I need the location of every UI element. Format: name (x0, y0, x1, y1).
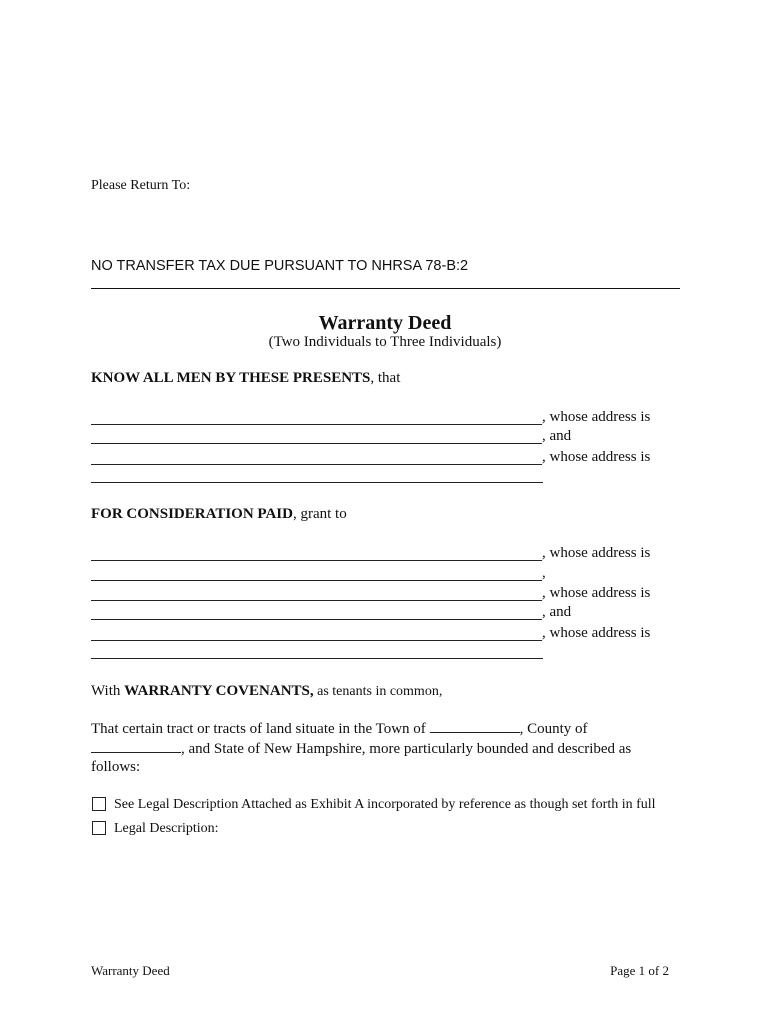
warranty-covenants-clause (91, 683, 442, 700)
grantee-blank-5[interactable] (91, 640, 542, 641)
grantor-blank-3[interactable] (91, 464, 542, 465)
header-divider (91, 288, 680, 289)
grantor-line-2[interactable] (91, 428, 711, 446)
document-title: Warranty Deed (318, 312, 452, 334)
grantor-suffix-1: , whose address is (542, 409, 651, 425)
exhibit-a-label: See Legal Description Attached as Exhibit A incorporated by reference as though set forth in full (114, 797, 656, 812)
document-subtitle: (Two Individuals to Three Individuals) (268, 334, 502, 350)
grantee-line-4[interactable] (91, 604, 711, 622)
consideration-bold: FOR CONSIDERATION PAID (91, 506, 293, 522)
legal-description-label: Legal Description: (114, 821, 219, 836)
grantee-suffix-2: , (542, 565, 546, 581)
grantor-line-3[interactable] (91, 449, 711, 467)
town-blank[interactable] (430, 718, 520, 733)
grantee-suffix-5: , whose address is (542, 625, 651, 641)
covenants-prefix: With (91, 683, 125, 699)
land-text-2: , County of (519, 721, 588, 737)
land-line-2 (91, 738, 691, 758)
grantor-blank-1[interactable] (91, 424, 542, 425)
grantee-line-2[interactable] (91, 565, 711, 583)
consideration-clause (91, 506, 347, 523)
covenants-bold: WARRANTY COVENANTS, (124, 683, 314, 699)
land-line-1 (91, 718, 691, 738)
grantee-line-1[interactable] (91, 545, 711, 563)
know-all-men-bold: KNOW ALL MEN BY THESE PRESENTS (91, 370, 371, 386)
grantee-suffix-1: , whose address is (542, 545, 651, 561)
grantee-blank-4[interactable] (91, 619, 542, 620)
grantor-blank-2[interactable] (91, 443, 542, 444)
grantee-suffix-4: , and (542, 604, 572, 620)
grantor-suffix-3: , whose address is (542, 449, 651, 465)
grantee-address-blank[interactable] (91, 658, 543, 659)
know-all-men-rest: , that (370, 370, 401, 386)
land-text-3: , and State of New Hampshire, more particularly bounded and described as (181, 741, 632, 757)
grantee-blank-2[interactable] (91, 580, 542, 581)
grantor-line-1[interactable] (91, 409, 711, 427)
legal-description-checkbox[interactable] (92, 821, 106, 835)
grantee-suffix-3: , whose address is (542, 585, 651, 601)
return-to-label: Please Return To: (91, 178, 191, 193)
covenants-rest: as tenants in common, (313, 684, 443, 699)
transfer-tax-note: NO TRANSFER TAX DUE PURSUANT TO NHRSA 78-B:2 (91, 258, 469, 274)
grantee-blank-1[interactable] (91, 560, 542, 561)
land-description-paragraph (91, 718, 691, 776)
footer-document-name: Warranty Deed (91, 963, 170, 978)
footer-page-number: Page 1 of 2 (610, 963, 669, 978)
grantor-suffix-2: , and (542, 428, 572, 444)
grantee-line-3[interactable] (91, 585, 711, 603)
land-line-3: follows: (91, 759, 141, 775)
consideration-rest: , grant to (292, 506, 347, 522)
grantee-line-5[interactable] (91, 625, 711, 643)
grantee-blank-3[interactable] (91, 600, 542, 601)
grantor-address-blank[interactable] (91, 482, 543, 483)
land-text-1: That certain tract or tracts of land situate in the Town of (91, 721, 430, 737)
county-blank[interactable] (91, 738, 181, 753)
know-all-men-clause (91, 370, 400, 387)
exhibit-a-checkbox[interactable] (92, 797, 106, 811)
